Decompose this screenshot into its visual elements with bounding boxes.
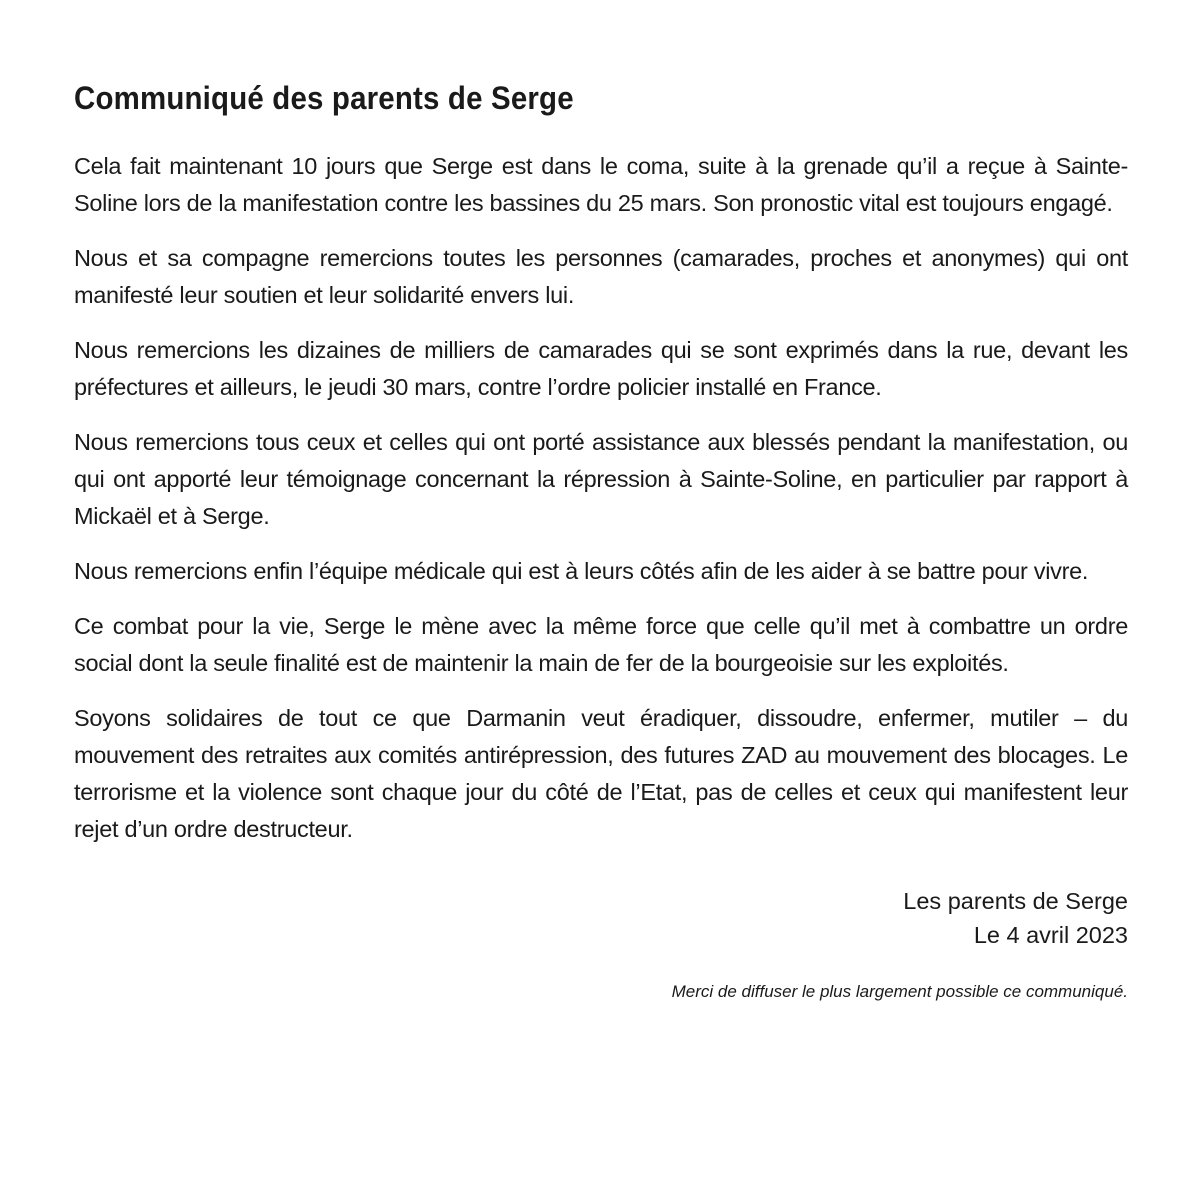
paragraph-fight: Ce combat pour la vie, Serge le mène avec la même force que celle qu’il met à combattre un ordre social dont la seule finalité est de maintenir la main de fer de la bourgeoisie sur les exploités. xyxy=(74,613,1128,676)
paragraph-solidarity: Soyons solidaires de tout ce que Darmanin veut éradiquer, dissoudre, enfermer, mutiler – du mouvement des retraites aux comités antirépression, des futures ZAD au mouvement des blocages. Le terrorisme et la violence sont chaque jour du côté de l’Etat, pas de celles et ceux qui manifestent leur rejet d’un ordre destructeur. xyxy=(74,705,1128,842)
paragraph-coma: Cela fait maintenant 10 jours que Serge est dans le coma, suite à la grenade qu’il a reçue à Sainte-Soline lors de la manifestation contre les bassines du 25 mars. Son pronostic vital est toujours engagé. xyxy=(74,153,1128,216)
paragraph-thanks-demonstrators: Nous remercions les dizaines de milliers de camarades qui se sont exprimés dans la rue, devant les préfectures et ailleurs, le jeudi 30 mars, contre l’ordre policier installé en France. xyxy=(74,337,1128,400)
paragraph-thanks-support: Nous et sa compagne remercions toutes les personnes (camarades, proches et anonymes) qui ont manifesté leur soutien et leur solidarité envers lui. xyxy=(74,245,1128,308)
paragraph-thanks-assistance: Nous remercions tous ceux et celles qui ont porté assistance aux blessés pendant la manifestation, ou qui ont apporté leur témoignage concernant la répression à Sainte-Soline, en particulier par rapport à Mickaël et à Serge. xyxy=(74,429,1128,529)
signature-block xyxy=(74,884,1128,952)
paragraph-thanks-medical: Nous remercions enfin l’équipe médicale qui est à leurs côtés afin de les aider à se battre pour vivre. xyxy=(74,558,1089,584)
footnote: Merci de diffuser le plus largement possible ce communiqué. xyxy=(671,982,1128,1001)
document-title: Communiqué des parents de Serge xyxy=(74,80,574,116)
signature-date: Le 4 avril 2023 xyxy=(973,922,1128,948)
signature-author: Les parents de Serge xyxy=(903,888,1128,914)
communique-document xyxy=(74,78,1128,1004)
